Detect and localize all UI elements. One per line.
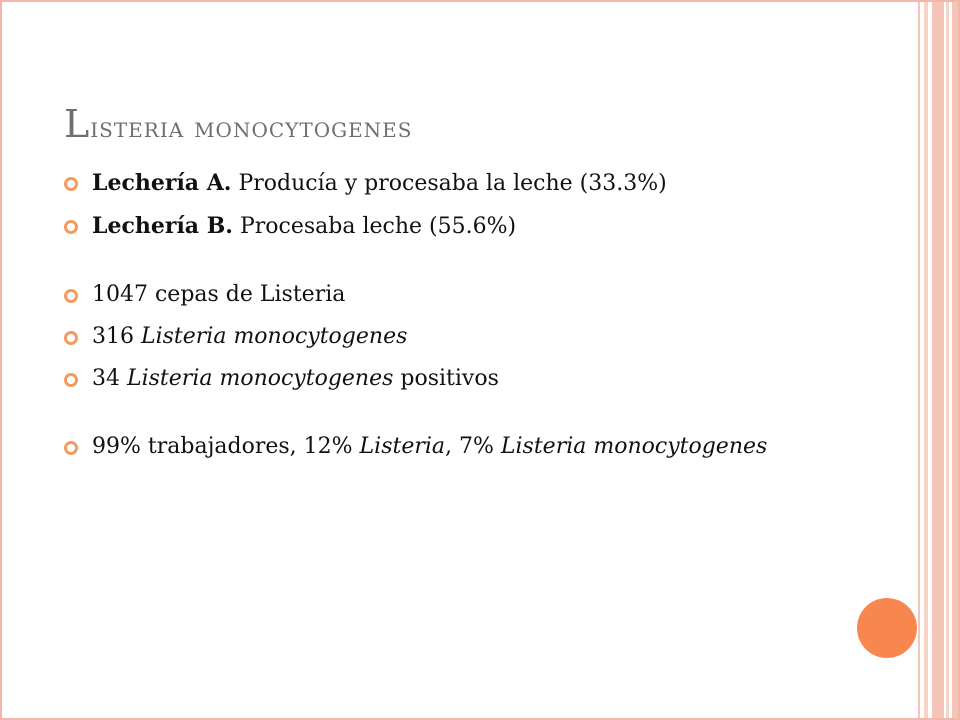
bullet-circle-icon	[64, 331, 78, 345]
bullet-italic-text: Listeria monocytogenes	[127, 366, 394, 391]
stripe	[946, 2, 949, 718]
bullet-item	[62, 366, 842, 392]
bullet-bold-label: Lechería A.	[92, 170, 232, 196]
bullet-circle-icon	[64, 220, 78, 234]
bullet-text: Procesaba leche (55.6%)	[232, 214, 517, 239]
bullet-item	[62, 324, 842, 350]
slide-title	[64, 102, 412, 146]
bullet-text: 34	[92, 366, 127, 391]
stripe	[932, 2, 944, 718]
decorative-stripes	[918, 2, 958, 718]
bullet-italic-text: Listeria	[359, 434, 446, 459]
bullet-text: 316	[92, 324, 141, 349]
bullet-circle-icon	[64, 373, 78, 387]
bullet-item	[62, 170, 842, 197]
bullet-circle-icon	[64, 441, 78, 455]
bullet-italic-text: Listeria monocytogenes	[500, 434, 768, 459]
bullet-text: 1047 cepas de Listeria	[92, 282, 346, 307]
bullet-item	[62, 213, 842, 240]
bullet-italic-text: Listeria monocytogenes	[140, 324, 408, 349]
bullet-text: positivos	[393, 366, 499, 391]
title-rest: isteria monocytogenes	[90, 111, 413, 144]
bullet-bold-label: Lechería B.	[92, 213, 233, 239]
bullet-item	[62, 282, 842, 308]
decorative-orange-circle	[857, 598, 917, 658]
bullet-text: , 7%	[445, 434, 501, 459]
bullet-text: 99% trabajadores, 12%	[92, 434, 360, 459]
stripe	[952, 2, 958, 718]
bullet-circle-icon	[64, 289, 78, 303]
bullet-text: Producía y procesaba la leche (33.3%)	[231, 171, 667, 196]
title-first-letter: L	[64, 102, 91, 146]
bullet-list	[62, 170, 842, 460]
stripe	[924, 2, 928, 718]
bullet-item	[62, 434, 842, 460]
bullet-circle-icon	[64, 177, 78, 191]
stripe	[918, 2, 920, 718]
